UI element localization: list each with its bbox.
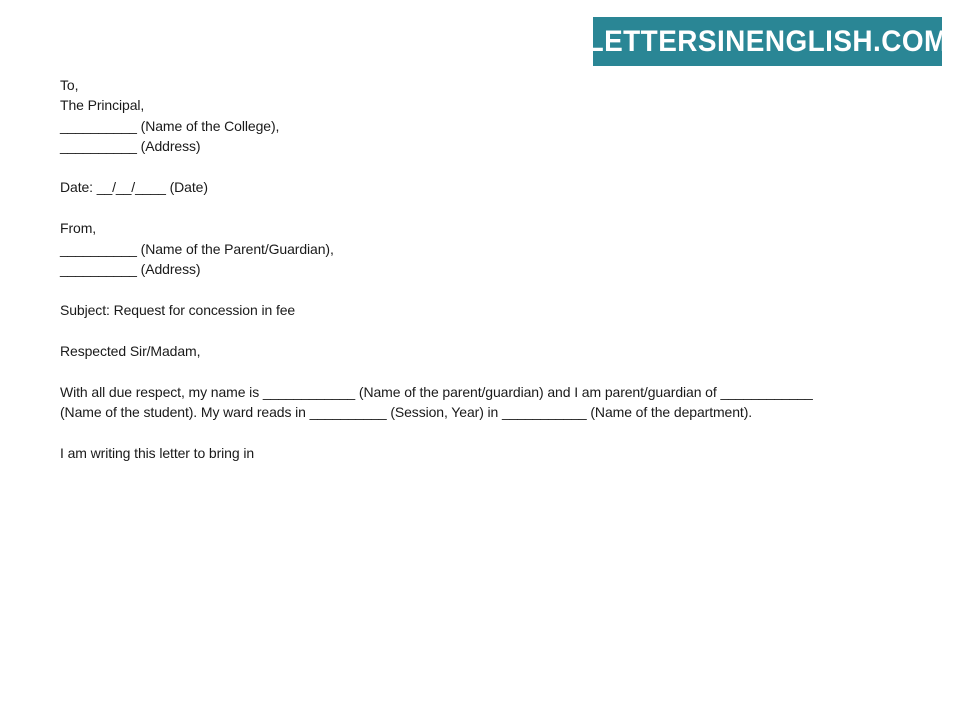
body-paragraph-line-2: (Name of the student). My ward reads in __________ (Session, Year) in ___________ (Name of the department). — [60, 404, 753, 420]
body-continuation: I am writing this letter to bring in — [60, 445, 255, 461]
college-name-line: __________ (Name of the College), — [60, 118, 280, 134]
salutation: Respected Sir/Madam, — [60, 343, 201, 359]
to-heading: To, — [60, 77, 79, 93]
brand-logo-text: LETTERSINENGLISH.COM — [586, 24, 949, 58]
from-heading: From, — [60, 220, 97, 236]
brand-logo-banner — [586, 17, 949, 66]
recipient-title: The Principal, — [60, 97, 145, 113]
body-paragraph-line-1: With all due respect, my name is ____________ (Name of the parent/guardian) and I am parent/guardian of ____________ — [60, 384, 813, 400]
sender-address-line: __________ (Address) — [60, 261, 201, 277]
college-address-line: __________ (Address) — [60, 138, 201, 154]
sender-name-line: __________ (Name of the Parent/Guardian), — [60, 241, 334, 257]
subject-line: Subject: Request for concession in fee — [60, 302, 296, 318]
date-line: Date: __/__/____ (Date) — [60, 179, 208, 195]
